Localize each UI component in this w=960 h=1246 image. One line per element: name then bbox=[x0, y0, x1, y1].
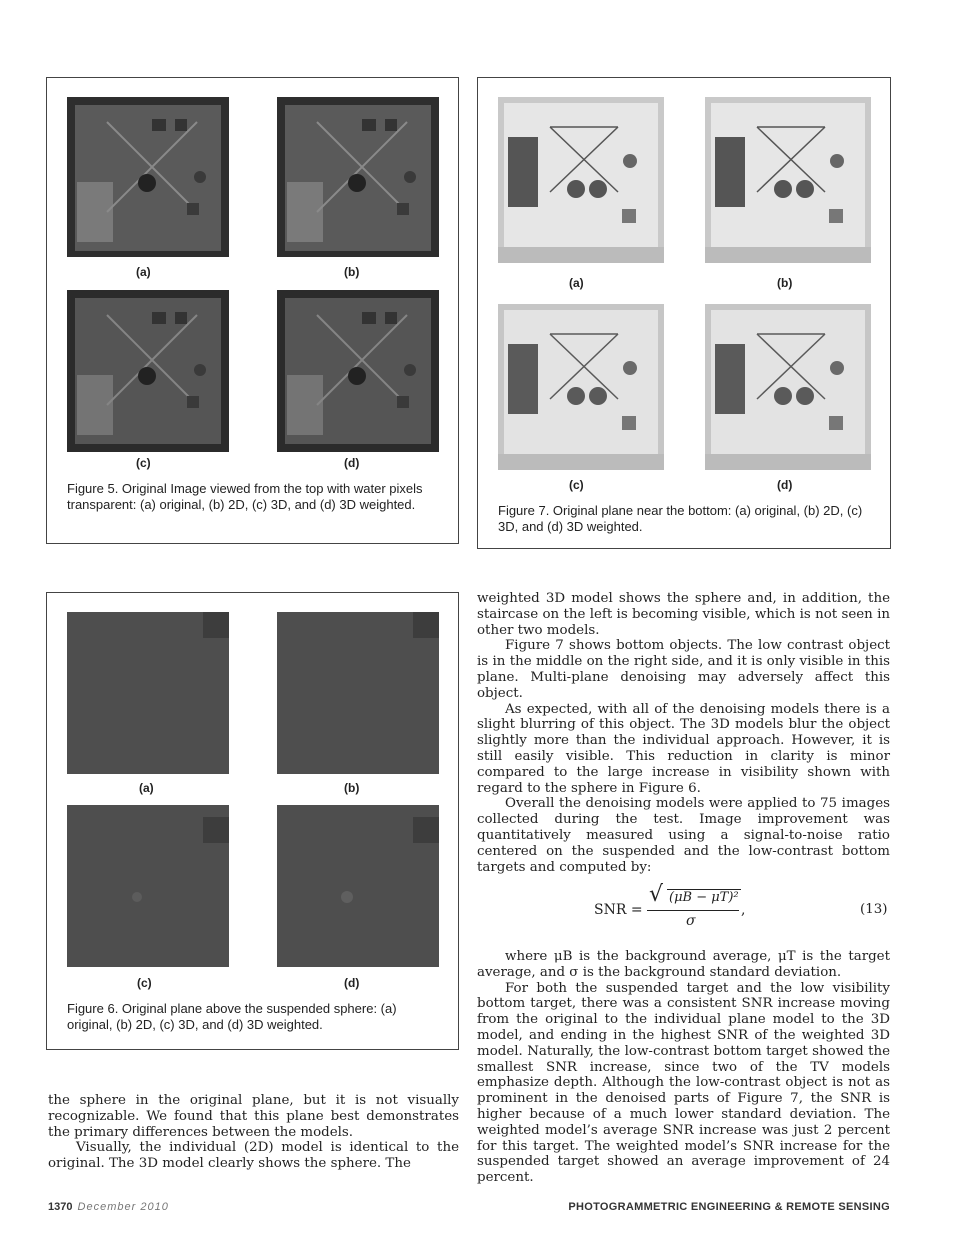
footer-left bbox=[48, 1201, 169, 1213]
fig7-caption-text: Original plane near the bottom: (a) original, (b) 2D, (c) 3D, and (d) 3D weighted. bbox=[498, 503, 863, 534]
right-paragraph-2: Figure 7 shows bottom objects. The low contrast object is in the middle on the right side, and it is only visible in this plane. Multi-plane denoising may adversely affect this object. bbox=[477, 638, 890, 701]
fig7-label-b: (b) bbox=[777, 276, 793, 290]
fig7-image-c bbox=[498, 304, 664, 470]
fig5-label-c: (c) bbox=[136, 456, 151, 470]
fig6-label-c: (c) bbox=[137, 976, 152, 990]
fig5-label-d: (d) bbox=[344, 456, 360, 470]
right-paragraph-4: Overall the denoising models were applied to 75 images collected during the test. Image improvement was quantitatively measured using a signal-to-noise ratio centered on the suspended and the low-contrast bottom targets and computed by: bbox=[477, 796, 890, 875]
fig5-caption-lead: Figure 5. bbox=[67, 481, 119, 496]
fig7-image-b bbox=[705, 97, 871, 263]
equation-13 bbox=[477, 884, 890, 934]
fig6-image-c bbox=[67, 805, 229, 967]
fig5-image-c bbox=[67, 290, 229, 452]
fig6-image-a bbox=[67, 612, 229, 774]
fig6-caption-text: Original plane above the suspended sphere: (a) original, (b) 2D, (c) 3D, and (d) 3D weighted. bbox=[67, 1001, 397, 1032]
fig5-caption-text: Original Image viewed from the top with water pixels transparent: (a) original, (b) 2D, (c) 3D, and (d) 3D weighted. bbox=[67, 481, 423, 512]
page-number: 1370 bbox=[48, 1201, 73, 1213]
right-column-bottom bbox=[477, 949, 890, 1186]
journal-title: PHOTOGRAMMETRIC ENGINEERING & REMOTE SENSING bbox=[568, 1201, 890, 1213]
right-paragraph-1: weighted 3D model shows the sphere and, in addition, the staircase on the left is becoming visible, which is not seen in other two models. bbox=[477, 591, 890, 638]
fig6-caption-lead: Figure 6. bbox=[67, 1001, 119, 1016]
fig6-label-b: (b) bbox=[344, 781, 360, 795]
fig5-label-b: (b) bbox=[344, 265, 360, 279]
right-column-top bbox=[477, 591, 890, 875]
fig7-label-d: (d) bbox=[777, 478, 793, 492]
fig7-caption bbox=[498, 503, 868, 535]
equation-denominator: σ bbox=[686, 913, 696, 929]
equation-number: (13) bbox=[860, 902, 888, 917]
figure-5 bbox=[46, 77, 459, 544]
fig5-image-b bbox=[277, 97, 439, 257]
fig6-label-a: (a) bbox=[139, 781, 154, 795]
fig5-image-d bbox=[277, 290, 439, 452]
fig5-image-a bbox=[67, 97, 229, 257]
equation-lhs: SNR = bbox=[594, 902, 643, 918]
fig7-label-c: (c) bbox=[569, 478, 584, 492]
footer-right bbox=[568, 1201, 890, 1213]
fig6-label-d: (d) bbox=[344, 976, 360, 990]
fig7-caption-lead: Figure 7. bbox=[498, 503, 550, 518]
issue-date: December 2010 bbox=[77, 1201, 169, 1213]
equation-numerator: (μB − μT)² bbox=[669, 890, 739, 905]
fig5-caption bbox=[67, 481, 437, 513]
equation-trail: , bbox=[741, 902, 746, 918]
right-paragraph-6: For both the suspended target and the low visibility bottom target, there was a consistent SNR increase moving from the original to the individual plane model to the 3D model, and ending in the highest SNR of the weighted 3D model. Naturally, the low-contrast bottom target showed the smallest SNR increase, since two of the TV models emphasize depth. Although the low-contrast object is not as prominent in the denoised parts of Figure 7, the SNR is higher because of a much lower standard deviation. The weighted model’s average SNR increase was just 2 percent for this target. The weighted model’s SNR increase for the suspended target showed an average improvement of 24 percent. bbox=[477, 980, 890, 1186]
fig5-label-a: (a) bbox=[136, 265, 151, 279]
left-column bbox=[48, 1093, 459, 1172]
figure-6 bbox=[46, 592, 459, 1050]
left-paragraph-1: the sphere in the original plane, but it is not visually recognizable. We found that this plane best demonstrates the primary differences between the models. bbox=[48, 1093, 459, 1140]
right-paragraph-5: where μB is the background average, μT is the target average, and σ is the background standard deviation. bbox=[477, 949, 890, 980]
equation-fraction-bar bbox=[647, 910, 739, 911]
fig6-caption bbox=[67, 1001, 437, 1033]
fig7-label-a: (a) bbox=[569, 276, 584, 290]
figure-7 bbox=[477, 77, 891, 549]
fig7-image-a bbox=[498, 97, 664, 263]
left-paragraph-2: Visually, the individual (2D) model is identical to the original. The 3D model clearly shows the sphere. The bbox=[48, 1140, 459, 1172]
right-paragraph-3: As expected, with all of the denoising models there is a slight blurring of this object. The 3D models blur the object slightly more than the individual approach. However, it is still easily visible. This reduction in clarity is minor compared to the large increase in visibility shown with regard to the sphere in Figure 6. bbox=[477, 701, 890, 796]
fig7-image-d bbox=[705, 304, 871, 470]
equation-sqrt-sign: √ bbox=[649, 882, 664, 907]
fig6-image-b bbox=[277, 612, 439, 774]
fig6-image-d bbox=[277, 805, 439, 967]
